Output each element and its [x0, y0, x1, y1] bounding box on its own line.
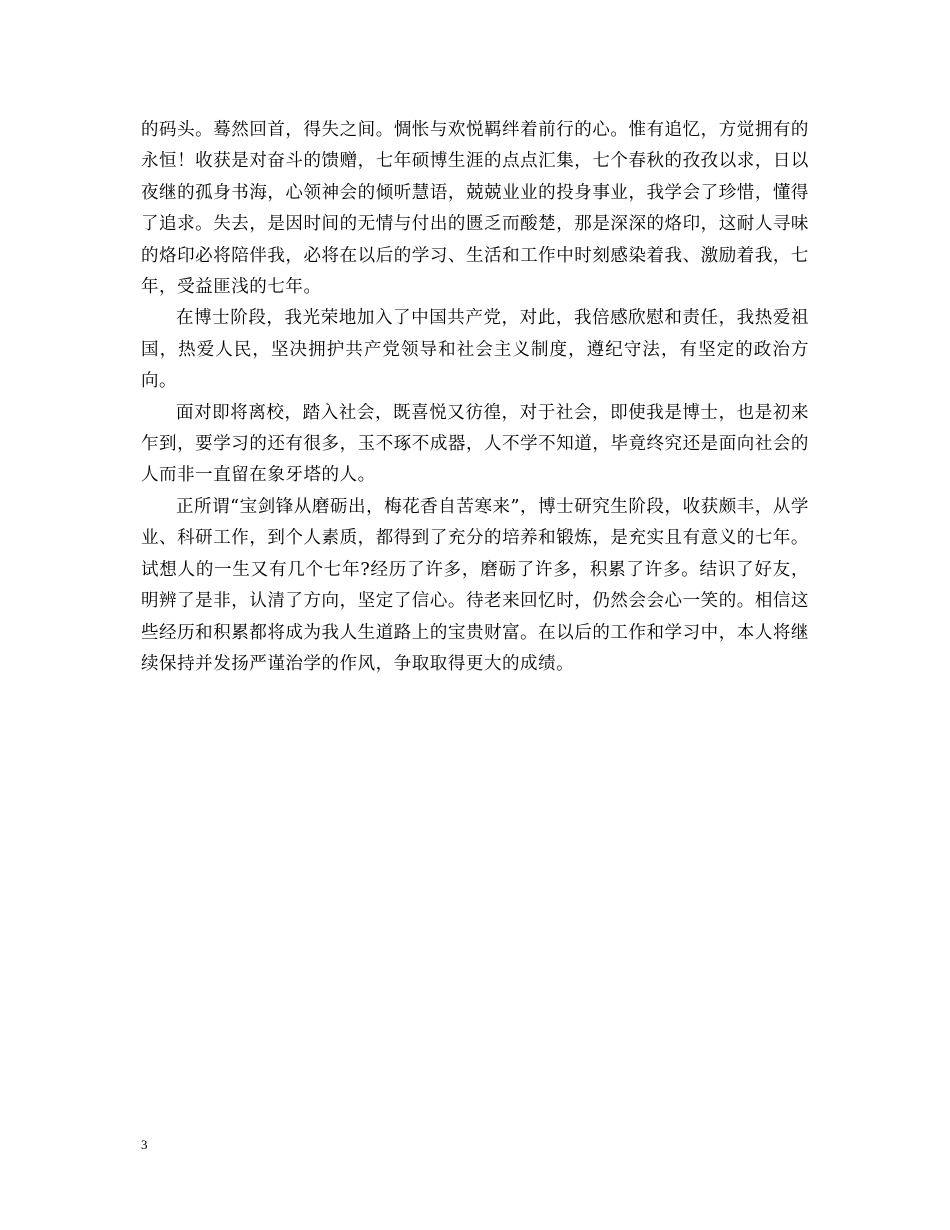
- document-body: [141, 115, 809, 680]
- paragraph-1: 的码头。蓦然回首，得失之间。惆怅与欢悦羁绊着前行的心。惟有追忆，方觉拥有的永恒！收获是对奋斗的馈赠，七年硕博生涯的点点汇集，七个春秋的孜孜以求，日以夜继的孤身书海，心领神会的倾听慧语，兢兢业业的投身事业，我学会了珍惜，懂得了追求。失去，是因时间的无情与付出的匮乏而酸楚，那是深深的烙印，这耐人寻味的烙印必将陪伴我，必将在以后的学习、生活和工作中时刻感染着我、激励着我，七年，受益匪浅的七年。: [141, 120, 809, 298]
- paragraph-4: 正所谓“宝剑锋从磨砺出，梅花香自苦寒来”，博士研究生阶段，收获颇丰，从学业、科研工作，到个人素质，都得到了充分的培养和锻炼，是充实且有意义的七年。试想人的一生又有几个七年?经历了许多，磨砺了许多，积累了许多。结识了好友，明辨了是非，认清了方向，坚定了信心。待老来回忆时，仍然会会心一笑的。相信这些经历和积累都将成为我人生道路上的宝贵财富。在以后的工作和学习中，本人将继续保持并发扬严谨治学的作风，争取取得更大的成绩。: [141, 496, 809, 674]
- paragraph-3: 面对即将离校，踏入社会，既喜悦又彷徨，对于社会，即使我是博士，也是初来乍到，要学习的还有很多，玉不琢不成器，人不学不知道，毕竟终究还是面向社会的人而非一直留在象牙塔的人。: [141, 402, 809, 486]
- page-number: 3: [141, 1137, 148, 1152]
- paragraph-2: 在博士阶段，我光荣地加入了中国共产党，对此，我倍感欣慰和责任，我热爱祖国，热爱人民，坚决拥护共产党领导和社会主义制度，遵纪守法，有坚定的政治方向。: [141, 308, 809, 392]
